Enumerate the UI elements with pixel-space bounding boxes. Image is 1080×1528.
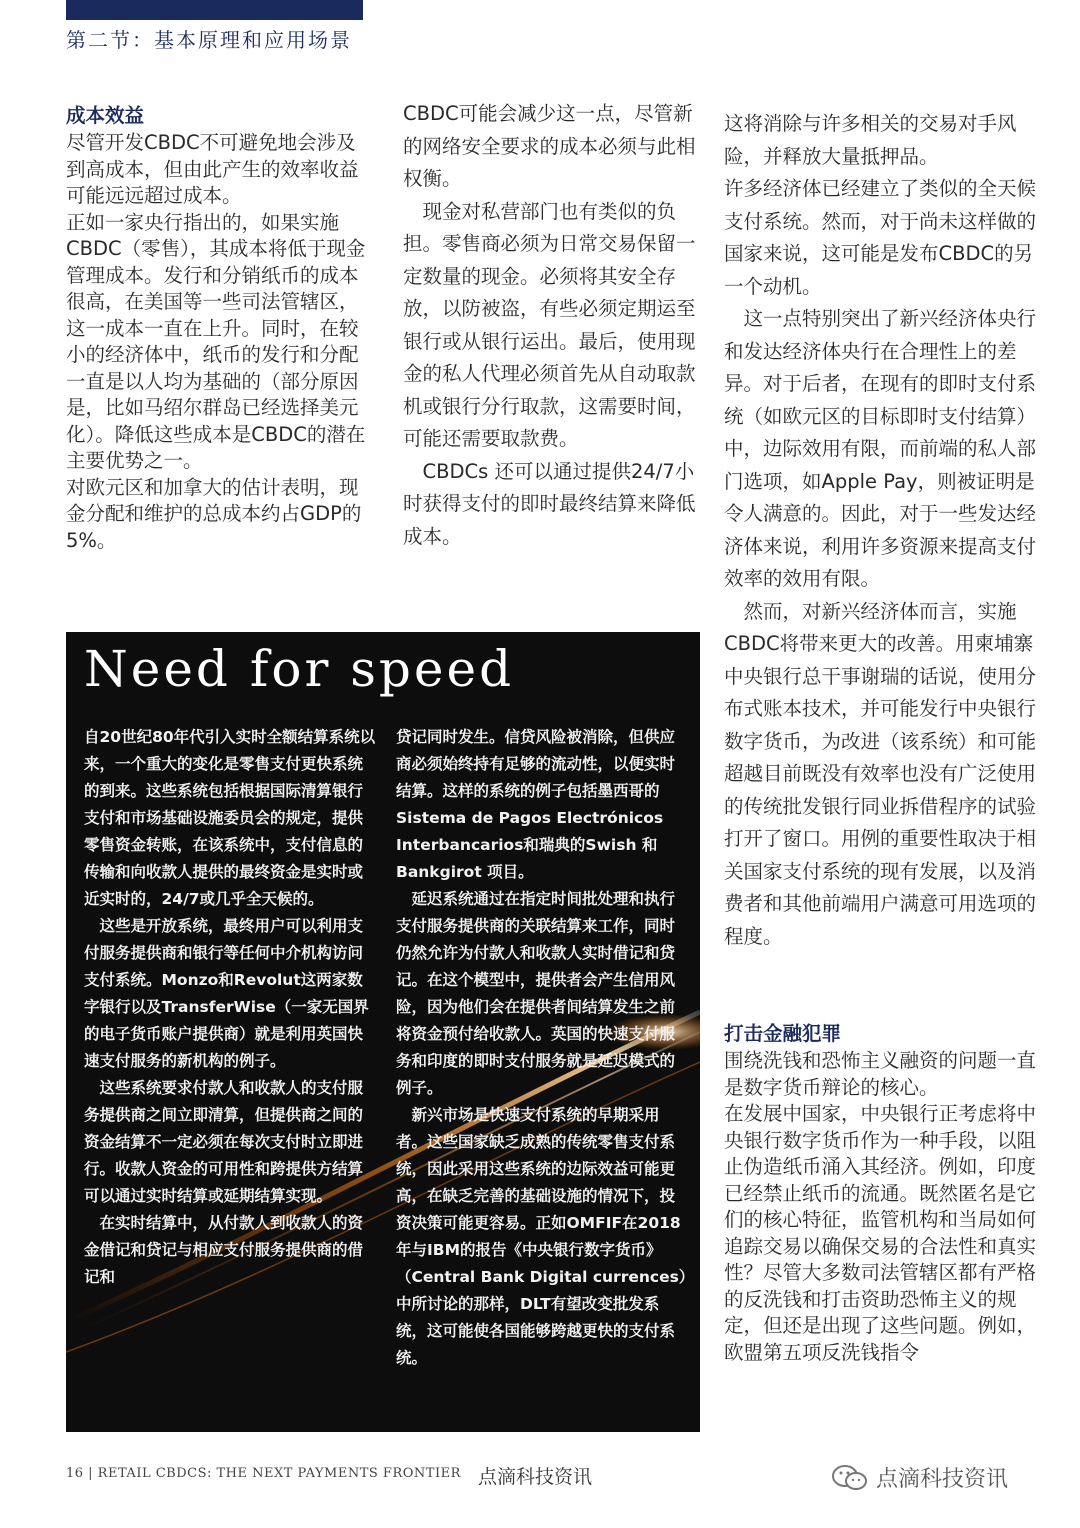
watermark-text: 点滴科技资讯 [478,1466,593,1488]
paragraph: 正如一家央行指出的，如果实施CBDC（零售），其成本将低于现金管理成本。发行和分销纸币的成本很高，在美国等一些司法管辖区，这一成本一直在上升。同时，在较小的经济体中，纸币的发行和分配一直是以人均为基础的（部分原因是，比如马绍尔群岛已经选择美元化）。降低这些成本是CBDC的潜在主要优势之一。 [66,210,366,472]
paragraph: 这将消除与许多相关的交易对手风险，并释放大量抵押品。 [724,112,1017,168]
page-footer-label: 16 | RETAIL CBDCS: THE NEXT PAYMENTS FRONTIER [66,1466,461,1481]
box-title: Need for speed [84,640,515,698]
paragraph: 这些系统要求付款人和收款人的支付服务提供商之间立即清算，但提供商之间的资金结算不一定必须在每次支付时立即进行。收款人资金的可用性和跨提供方结算可以通过实时结算或延期结算实现。 [84,1079,364,1205]
paragraph: 自20世纪80年代引入实时全额结算系统以来，一个重大的变化是零售支付更快系统的到来。这些系统包括根据国际清算银行支付和市场基础设施委员会的规定，提供零售资金转账，在该系统中，支付信息的传输和向收款人提供的最终资金是实时或近实时的，24/7或几乎全天候的。 [84,728,376,908]
section-title: 第二节：基本原理和应用场景 [66,28,352,52]
paragraph: 在实时结算中，从付款人到收款人的资金借记和贷记与相应支付服务提供商的借记和 [84,1214,364,1286]
heading-cost-benefit: 成本效益 [66,104,145,127]
wechat-account-name: 点滴科技资讯 [876,1467,1009,1492]
paragraph: 对欧元区和加拿大的估计表明，现金分配和维护的总成本约占GDP的5%。 [66,475,362,552]
column-financial-crime [724,1020,1046,1366]
paragraph: 围绕洗钱和恐怖主义融资的问题一直是数字货币辩论的核心。 [724,1049,1037,1099]
paragraph: 尽管开发CBDC不可避免地会涉及到高成本，但由此产生的效率收益可能远远超过成本。 [66,131,359,207]
wechat-watermark [830,1462,1008,1493]
header-bar [66,0,363,20]
paragraph: 这些是开放系统，最终用户可以利用支付服务提供商和银行等任何中介机构访问支付系统。Monzo和Revolut这两家数字银行以及TransferWise（一家无国界的电子货币账户提供商）就是利用英国快速支付服务的新机构的例子。 [84,917,369,1070]
wechat-icon [830,1463,870,1493]
paragraph: 在发展中国家，中央银行正考虑将中央银行数字货币作为一种手段，以阻止伪造纸币涌入其经济。例如，印度已经禁止纸币的流通。既然匿名是它们的核心特征，监管机构和当局如何追踪交易以确保交易的合法性和真实性？尽管大多数司法管辖区都有严格的反洗钱和打击资助恐怖主义的规定，但还是出现了这些问题。例如，欧盟第五项反洗钱指令 [724,1102,1037,1364]
column-cost-benefit [66,102,366,554]
paragraph: 这一点特别突出了新兴经济体央行和发达经济体央行在合理性上的差异。对于后者，在现有的即时支付系统（如欧元区的目标即时支付结算）中，边际效用有限，而前端的私人部门选项，如Apple Pay，则被证明是令人满意的。因此，对于一些发达经济体来说，利用许多资源来提高支付效率的效用有限。 [724,307,1037,590]
paragraph: 新兴市场是快速支付系统的早期采用者。这些国家缺乏成熟的传统零售支付系统，因此采用这些系统的边际效益可能更高，在缺乏完善的基础设施的情况下，投资决策可能更容易。正如OMFIF在2018年与IBM的报告《中央银行数字货币》（Central Bank Digital currences）中所讨论的那样，DLT有望改变批发系统，这可能使各国能够跨越更快的支付系统。 [396,1106,687,1367]
paragraph: 许多经济体已经建立了类似的全天候支付系统。然而，对于尚未这样做的国家来说，这可能是发布CBDC的另一个动机。 [724,177,1037,298]
paragraph: CBDC可能会减少这一点，尽管新的网络安全要求的成本必须与此相权衡。 [403,102,696,190]
column-right [724,108,1046,953]
paragraph: 然而，对新兴经济体而言，实施CBDC将带来更大的改善。用柬埔寨中央银行总干事谢瑞的话说，使用分布式账本技术，并可能发行中央银行数字货币，为改进（该系统）和可能超越目前既没有效率也没有广泛使用的传统批发银行同业拆借程序的试验打开了窗口。用例的重要性取决于相关国家支付系统的现有发展，以及消费者和其他前端用户满意可用选项的程度。 [724,599,1037,948]
paragraph: 贷记同时发生。信贷风险被消除，但供应商必须始终持有足够的流动性，以便实时结算。这样的系统的例子包括墨西哥的Sistema de Pagos Electrónicos Interbancarios和瑞典的Swish 和 Bankgirot 项目。 [396,728,676,881]
paragraph: 现金对私营部门也有类似的负担。零售商必须为日常交易保留一定数量的现金。必须将其安全存放，以防被盗，有些必须定期运至银行或从银行运出。最后，使用现金的私人代理必须首先从自动取款机或银行分行取款，这需要时间，可能还需要取款费。 [403,199,696,450]
box-column-right [396,724,688,1372]
column-middle [403,98,703,553]
need-for-speed-box [66,632,700,1432]
paragraph: 延迟系统通过在指定时间批处理和执行支付服务提供商的关联结算来工作，同时仍然允许为付款人和收款人实时借记和贷记。在这个模型中，提供者会产生信用风险，因为他们会在提供者间结算发生之前将资金预付给收款人。英国的快速支付服务和印度的即时支付服务就是延迟模式的例子。 [396,890,676,1097]
box-column-left [84,724,376,1291]
heading-financial-crime: 打击金融犯罪 [724,1022,842,1045]
paragraph: CBDCs 还可以通过提供24/7小时获得支付的即时最终结算来降低成本。 [403,459,696,548]
